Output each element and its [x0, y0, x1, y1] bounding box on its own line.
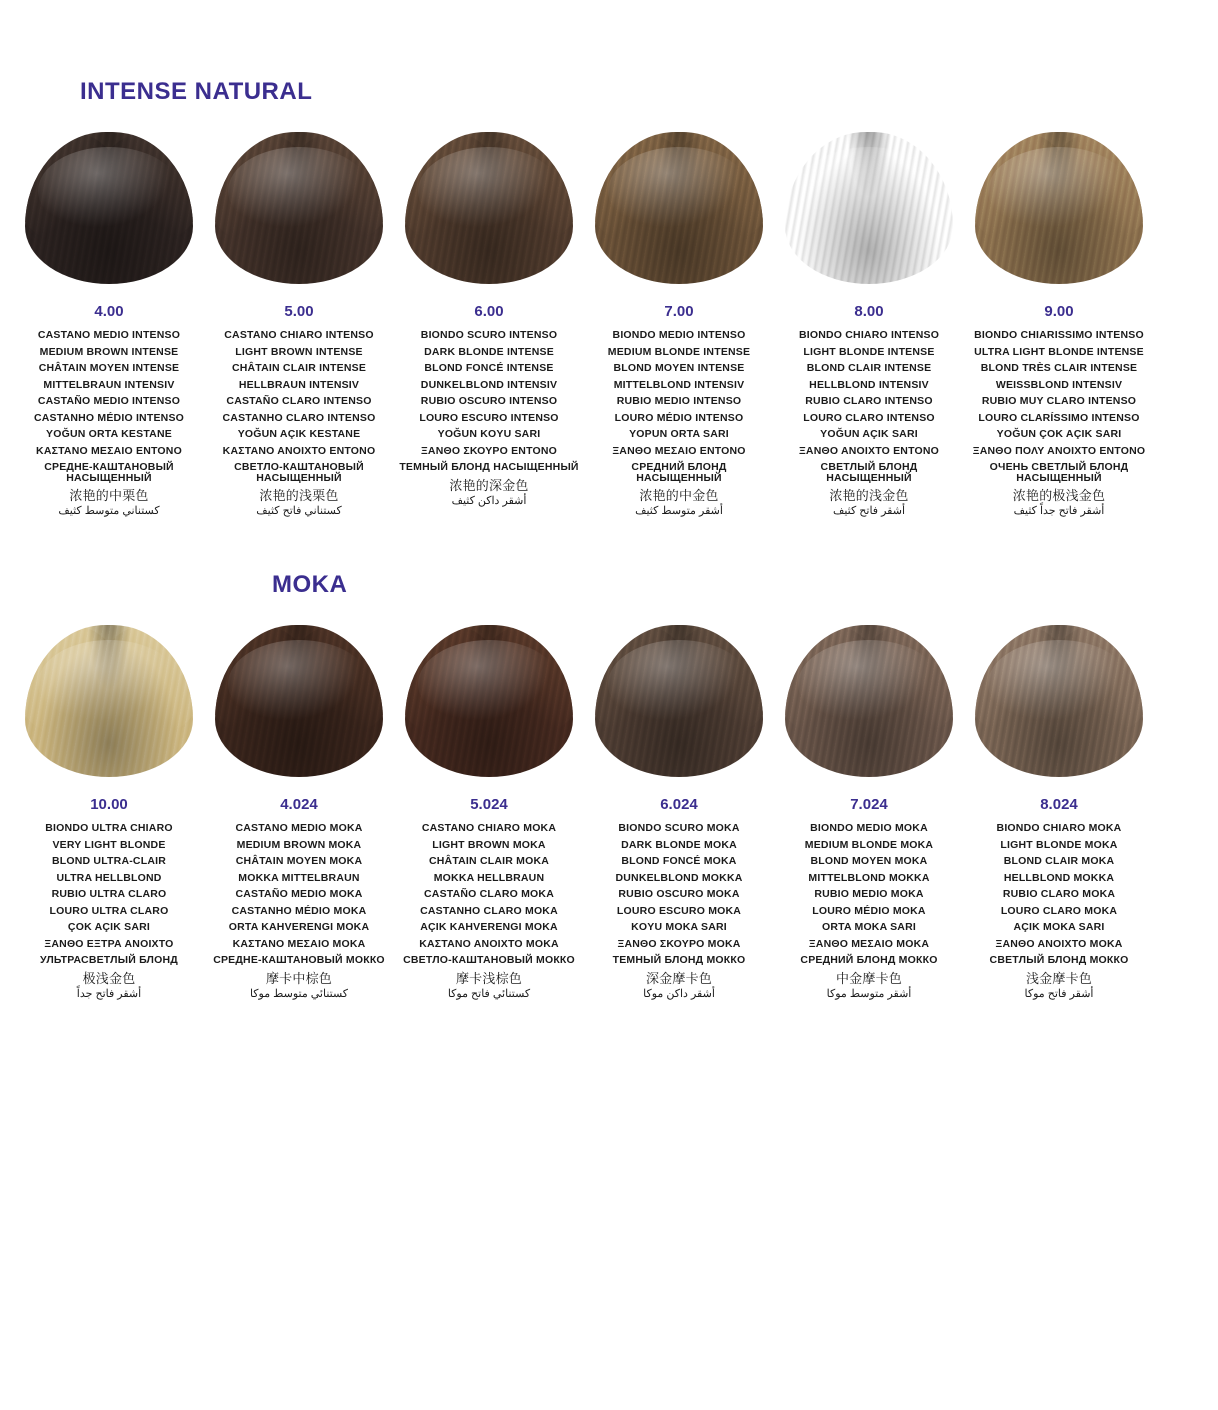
shade-name: BLOND FONCÉ INTENSE [424, 362, 554, 374]
shade-name-chinese: 浓艳的极浅金色 [1012, 488, 1106, 503]
shade-name: RUBIO MEDIO MOKA [814, 888, 924, 900]
shade-name: BLOND ULTRA-CLAIR [51, 855, 167, 867]
shade-name: LIGHT BLONDE INTENSE [803, 345, 935, 358]
hair-swatch-image [212, 124, 387, 289]
shade-name: DARK BLONDE MOKA [621, 838, 737, 851]
shade-name: LOURO ESCURO INTENSO [419, 411, 559, 424]
shade-name: LOURO CLARO MOKA [1000, 904, 1118, 917]
shade-name: DUNKELBLOND MOKKA [615, 871, 743, 884]
shade-name: BIONDO MEDIO INTENSO [612, 329, 746, 341]
shade-name-arabic: أشقر فاتح جداً كثيف [1013, 505, 1105, 517]
swatch-cell [204, 124, 394, 523]
hair-swatch-image [592, 617, 767, 782]
shade-code: 4.024 [280, 796, 318, 813]
shade-name: VERY LIGHT BLONDE [52, 838, 166, 851]
shade-name: RUBIO ULTRA CLARO [51, 888, 167, 900]
hair-shape [25, 625, 193, 777]
shade-name: MEDIUM BROWN MOKA [236, 838, 362, 851]
shade-name: ТЕМНЫЙ БЛОНД НАСЫЩЕННЫЙ [399, 461, 579, 473]
color-chart-page [0, 78, 1218, 1410]
shade-name: CHÂTAIN CLAIR INTENSE [231, 362, 367, 374]
shade-name: LIGHT BROWN INTENSE [235, 345, 363, 358]
hair-swatch-image [782, 124, 957, 289]
hair-shape [405, 132, 573, 284]
shade-name: YOĞUN KOYU SARI [437, 428, 541, 440]
shade-name: СРЕДНЕ-КАШТАНОВЫЙ НАСЫЩЕННЫЙ [44, 461, 174, 484]
shade-name: WEISSBLOND INTENSIV [995, 378, 1123, 391]
shade-name: ULTRA LIGHT BLONDE INTENSE [974, 345, 1144, 358]
shade-name-list [588, 330, 770, 517]
shade-name: BIONDO CHIARO INTENSO [798, 329, 940, 341]
shade-name: ΚΑΣΤΑΝΟ ΜΕΣΑΙΟ ΜΟΚΑ [232, 937, 366, 950]
shade-name-chinese: 摩卡浅棕色 [455, 970, 522, 986]
shade-name: LIGHT BROWN MOKA [432, 838, 546, 851]
shade-code: 7.00 [664, 303, 694, 320]
shade-name: YOĞUN AÇIK KESTANE [237, 428, 361, 440]
shade-name-arabic: أشقر متوسط موكا [826, 987, 912, 1000]
hair-shadow [215, 625, 383, 777]
shade-name: ΞΑΝΘΟ ΑΝΟΙΧΤΟ ΕΝΤΟΝΟ [798, 444, 940, 457]
shade-name: CHÂTAIN CLAIR MOKA [428, 855, 550, 867]
shade-name: BLOND MOYEN INTENSE [613, 362, 745, 374]
shade-name: DUNKELBLOND INTENSIV [420, 378, 558, 391]
shade-name-arabic: أشقر فاتح جداً [76, 987, 142, 1000]
shade-name-chinese: 中金摩卡色 [835, 970, 902, 986]
shade-name: ΚΑΣΤΑΝΟ ΑΝΟΙΧΤΟ ΕΝΤΟΝΟ [222, 444, 376, 457]
shade-name: CASTANHO CLARO MOKA [420, 904, 558, 917]
shade-name: DARK BLONDE INTENSE [424, 345, 554, 358]
shade-code: 8.00 [854, 303, 884, 320]
shade-name-arabic: أشقر داكن موكا [643, 987, 715, 1000]
shade-name: CHÂTAIN MOYEN INTENSE [38, 362, 180, 374]
hair-swatch-image [212, 617, 387, 782]
shade-name: CHÂTAIN MOYEN MOKA [235, 855, 363, 867]
shade-name-chinese: 浅金摩卡色 [1025, 970, 1092, 986]
shade-name: MITTELBLOND MOKKA [808, 871, 930, 884]
shade-name: СРЕДНЕ-КАШТАНОВЫЙ МОККО [213, 954, 385, 966]
shade-name: ΞΑΝΘΟ ΠΟΛΥ ΑΝΟΙΧΤΟ ΕΝΤΟΝΟ [972, 444, 1146, 457]
swatch-cell [774, 124, 964, 523]
shade-name-list [588, 823, 770, 1000]
shade-name-arabic: كستنائي متوسط موكا [249, 987, 349, 1000]
hair-swatch-image [972, 617, 1147, 782]
shade-name-arabic: كستناني فاتح كثيف [256, 505, 342, 517]
shade-name: УЛЬТРАСВЕТЛЫЙ БЛОНД [40, 954, 178, 966]
shade-name: BIONDO CHIARISSIMO INTENSO [974, 329, 1144, 341]
shade-name: MEDIUM BLONDE INTENSE [607, 345, 751, 358]
shade-name: ΞΑΝΘΟ ΜΕΣΑΙΟ ΜΟΚΑ [808, 937, 930, 950]
hair-shape [785, 625, 953, 777]
shade-name: MITTELBLOND INTENSIV [613, 378, 745, 391]
shade-name: CASTANO CHIARO MOKA [421, 822, 557, 834]
hair-swatch-image [592, 124, 767, 289]
hair-shadow [975, 132, 1143, 284]
shade-name: CASTAÑO CLARO MOKA [424, 888, 554, 900]
shade-name-chinese: 浓艳的浅金色 [829, 488, 909, 503]
swatch-cell [204, 617, 394, 1006]
hair-shape [25, 132, 193, 284]
shade-name-list [778, 823, 960, 1000]
hair-shadow [405, 625, 573, 777]
hair-shadow [595, 132, 763, 284]
shade-name-chinese: 浓艳的浅栗色 [259, 488, 339, 503]
hair-shape [595, 625, 763, 777]
shade-name: BLOND FONCÉ MOKA [621, 855, 737, 867]
shade-code: 6.00 [474, 303, 504, 320]
shade-name: BIONDO SCURO MOKA [618, 822, 740, 834]
hair-swatch-image [402, 124, 577, 289]
shade-name: RUBIO MEDIO INTENSO [616, 395, 742, 407]
shade-name: LOURO ULTRA CLARO [49, 904, 169, 917]
shade-name: BIONDO MEDIO MOKA [810, 822, 928, 834]
shade-name: ULTRA HELLBLOND [56, 871, 162, 884]
shade-name-arabic: أشقر فاتح موكا [1024, 987, 1094, 1000]
shade-name: YOPUN ORTA SARI [629, 428, 729, 440]
shade-name: LOURO MÉDIO MOKA [812, 904, 926, 917]
shade-name-list [18, 330, 200, 517]
hair-shadow [25, 625, 193, 777]
swatch-cell [394, 124, 584, 523]
hair-swatch-image [972, 124, 1147, 289]
shade-name: СВЕТЛЫЙ БЛОНД МОККО [989, 954, 1129, 966]
shade-code: 9.00 [1044, 303, 1074, 320]
shade-name: YOĞUN AÇIK SARI [820, 428, 918, 440]
shade-name-chinese: 浓艳的中金色 [639, 488, 719, 503]
shade-name: LOURO CLARO INTENSO [803, 411, 935, 424]
swatch-cell [584, 124, 774, 523]
shade-name: ORTA MOKA SARI [822, 921, 916, 933]
shade-name: CASTANO MEDIO INTENSO [37, 329, 181, 341]
shade-name: RUBIO MUY CLARO INTENSO [981, 395, 1137, 407]
swatch-grid-moka [0, 617, 1218, 1006]
shade-name: ΚΑΣΤΑΝΟ ΑΝΟΙΧΤΟ ΜΟΚΑ [419, 937, 559, 950]
hair-swatch-image [782, 617, 957, 782]
shade-name: ORTA KAHVERENGI MOKA [228, 921, 370, 933]
shade-name: ΞΑΝΘΟ ΜΕΣΑΙΟ ΕΝΤΟΝΟ [612, 444, 746, 457]
section-intense-natural [0, 78, 1218, 523]
hair-shape [595, 132, 763, 284]
shade-name-arabic: أشقر متوسط كثيف [635, 505, 723, 517]
shade-name-list [398, 823, 580, 1000]
hair-shadow [405, 132, 573, 284]
shade-name: CASTAÑO MEDIO MOKA [235, 888, 363, 900]
swatch-grid-intense-natural [0, 124, 1218, 523]
hair-shape [785, 132, 953, 284]
section-title: MOKA [272, 571, 348, 598]
shade-name: MOKKA MITTELBRAUN [238, 871, 360, 884]
shade-code: 7.024 [850, 796, 888, 813]
swatch-cell [584, 617, 774, 1006]
shade-name: BIONDO ULTRA CHIARO [45, 822, 173, 834]
hair-shape [215, 625, 383, 777]
shade-name-chinese: 极浅金色 [82, 970, 136, 986]
shade-name: СВЕТЛЫЙ БЛОНД НАСЫЩЕННЫЙ [820, 461, 918, 484]
shade-name-chinese: 浓艳的中栗色 [69, 488, 149, 503]
shade-name: CASTANO CHIARO INTENSO [224, 329, 374, 341]
shade-name: ТЕМНЫЙ БЛОНД МОККО [612, 954, 746, 966]
shade-name: MEDIUM BLONDE MOKA [804, 838, 934, 851]
section-title: INTENSE NATURAL [80, 78, 313, 105]
shade-name: RUBIO OSCURO MOKA [618, 888, 740, 900]
shade-name: BIONDO CHIARO MOKA [996, 822, 1122, 834]
shade-name: BLOND TRÈS CLAIR INTENSE [980, 362, 1138, 374]
shade-name: AÇIK MOKA SARI [1013, 921, 1105, 933]
hair-shadow [215, 132, 383, 284]
shade-name: ÇOK AÇIK SARI [67, 921, 151, 933]
shade-name: KOYU MOKA SARI [631, 921, 727, 933]
shade-name: CASTANHO MÉDIO INTENSO [33, 411, 185, 424]
shade-name: ОЧЕНЬ СВЕТЛЫЙ БЛОНД НАСЫЩЕННЫЙ [989, 461, 1129, 484]
shade-name: ΞΑΝΘΟ ΑΝΟΙΧΤΟ ΜΟΚΑ [995, 937, 1123, 950]
shade-name: LOURO ESCURO MOKA [616, 904, 742, 917]
hair-swatch-image [22, 617, 197, 782]
shade-name-list [208, 330, 390, 517]
shade-name: HELLBLOND MOKKA [1003, 871, 1115, 884]
shade-name: СВЕТЛО-КАШТАНОВЫЙ МОККО [403, 954, 575, 966]
shade-name-arabic: أشقر داكن كثيف [451, 494, 527, 507]
shade-name: CASTAÑO CLARO INTENSO [226, 395, 372, 407]
shade-name: HELLBRAUN INTENSIV [238, 378, 360, 391]
shade-name: BLOND CLAIR INTENSE [806, 362, 932, 374]
shade-name-chinese: 深金摩卡色 [645, 970, 712, 986]
shade-name-list [968, 330, 1150, 517]
shade-name: AÇIK KAHVERENGI MOKA [420, 921, 558, 933]
shade-name: YOĞUN ÇOK AÇIK SARI [996, 428, 1122, 440]
shade-name: BLOND CLAIR MOKA [1003, 855, 1115, 867]
shade-name-list [968, 823, 1150, 1000]
shade-name: СРЕДНИЙ БЛОНД МОККО [800, 954, 938, 966]
hair-shadow [785, 625, 953, 777]
swatch-cell [14, 124, 204, 523]
shade-name-arabic: أشقر فاتح كثيف [832, 505, 906, 517]
shade-name: CASTANO MEDIO MOKA [235, 822, 363, 834]
shade-name: ΞΑΝΘΟ ΣΚΟΥΡΟ ΜΟΚΑ [617, 937, 741, 950]
shade-name: HELLBLOND INTENSIV [809, 378, 929, 391]
swatch-cell [14, 617, 204, 1006]
hair-shape [405, 625, 573, 777]
shade-code: 8.024 [1040, 796, 1078, 813]
hair-shadow [25, 132, 193, 284]
shade-name: MITTELBRAUN INTENSIV [43, 378, 175, 391]
shade-name: СРЕДНИЙ БЛОНД НАСЫЩЕННЫЙ [631, 461, 727, 484]
shade-name-list [18, 823, 200, 1000]
swatch-cell [964, 124, 1154, 523]
shade-code: 4.00 [94, 303, 124, 320]
hair-shape [215, 132, 383, 284]
shade-name: CASTAÑO MEDIO INTENSO [37, 395, 181, 407]
hair-swatch-image [22, 124, 197, 289]
shade-name-chinese: 摩卡中棕色 [265, 970, 332, 986]
shade-code: 6.024 [660, 796, 698, 813]
shade-name: MOKKA HELLBRAUN [433, 871, 545, 884]
hair-shape [975, 625, 1143, 777]
hair-swatch-image [402, 617, 577, 782]
shade-name-list [778, 330, 960, 517]
shade-name-chinese: 浓艳的深金色 [449, 477, 529, 493]
shade-name-list [398, 330, 580, 507]
shade-name: RUBIO OSCURO INTENSO [420, 395, 558, 407]
shade-name: BIONDO SCURO INTENSO [420, 329, 558, 341]
shade-name-arabic: كستناني متوسط كثيف [58, 505, 160, 517]
shade-name: ΞΑΝΘΟ ΣΚΟΥΡΟ ΕΝΤΟΝΟ [420, 444, 558, 457]
swatch-cell [964, 617, 1154, 1006]
shade-name-arabic: كستنائي فاتح موكا [447, 987, 531, 1000]
shade-name-list [208, 823, 390, 1000]
shade-name: RUBIO CLARO INTENSO [805, 395, 933, 407]
swatch-cell [774, 617, 964, 1006]
section-moka [0, 571, 1218, 1006]
shade-name: YOĞUN ORTA KESTANE [46, 428, 172, 440]
shade-name: ΚΑΣΤΑΝΟ ΜΕΣΑΙΟ ΕΝΤΟΝΟ [36, 444, 182, 457]
shade-name: RUBIO CLARO MOKA [1002, 888, 1116, 900]
hair-shadow [595, 625, 763, 777]
hair-shadow [975, 625, 1143, 777]
swatch-cell [394, 617, 584, 1006]
shade-code: 5.024 [470, 796, 508, 813]
shade-code: 10.00 [90, 796, 128, 813]
shade-name: LOURO MÉDIO INTENSO [614, 411, 744, 424]
hair-shadow [785, 132, 953, 284]
shade-name: СВЕТЛО-КАШТАНОВЫЙ НАСЫЩЕННЫЙ [234, 461, 364, 484]
shade-name: CASTANHO CLARO INTENSO [222, 411, 376, 424]
shade-name: ΞΑΝΘΟ ΕΞΤΡΑ ΑΝΟΙΧΤΟ [44, 937, 174, 950]
shade-name: CASTANHO MÉDIO MOKA [231, 904, 367, 917]
shade-name: BLOND MOYEN MOKA [810, 855, 928, 867]
shade-name: LOURO CLARÍSSIMO INTENSO [978, 411, 1140, 424]
shade-name: LIGHT BLONDE MOKA [1000, 838, 1118, 851]
shade-name: MEDIUM BROWN INTENSE [39, 345, 179, 358]
shade-code: 5.00 [284, 303, 314, 320]
hair-shape [975, 132, 1143, 284]
